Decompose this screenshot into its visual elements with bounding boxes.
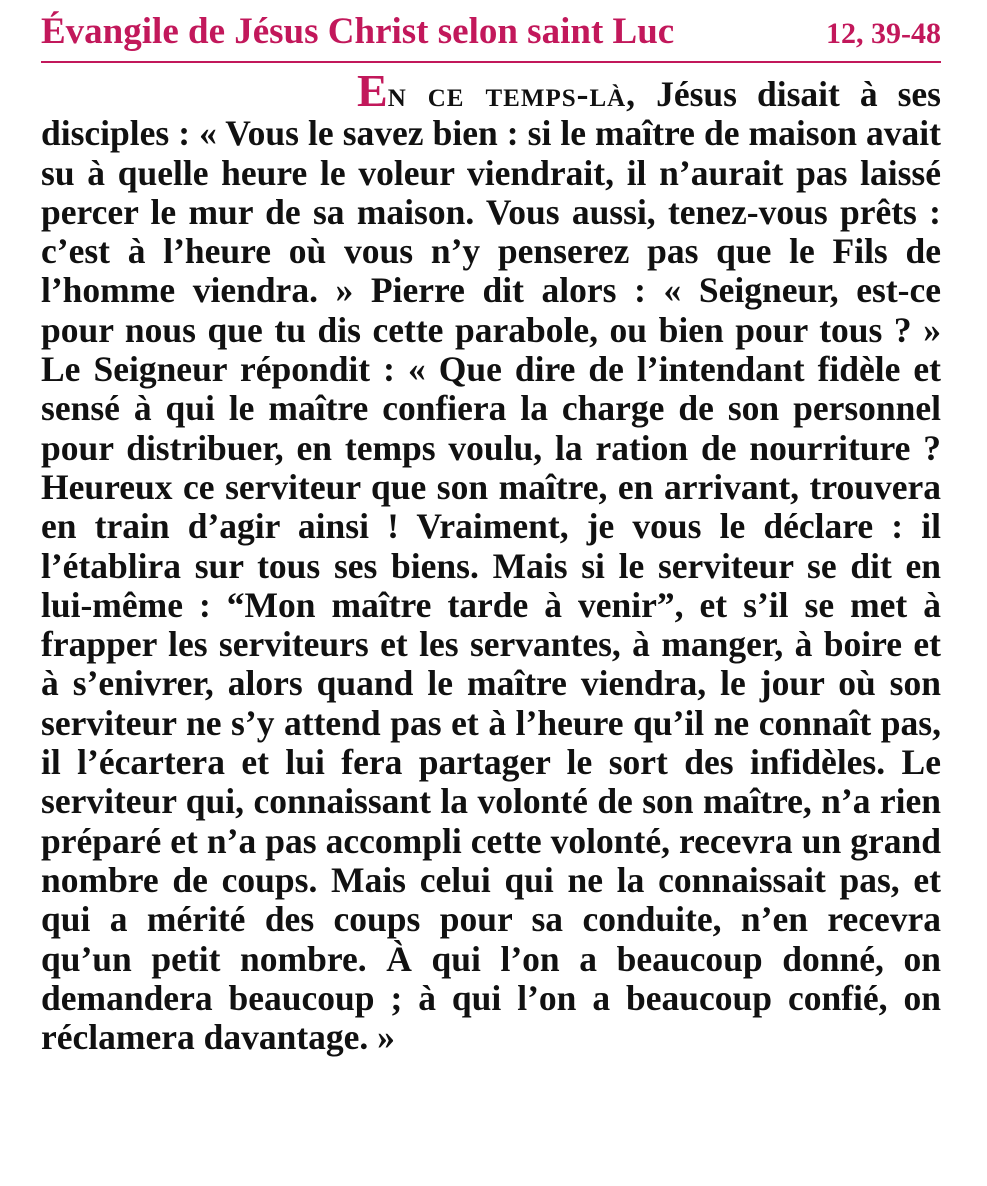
scripture-reference: 12, 39-48 [826,17,941,50]
reading-header [41,8,941,63]
reading-body [41,65,941,1058]
drop-cap: E [357,65,388,116]
reading-text: Jésus disait à ses disciples : « Vous le savez bien : si le maître de maison avait su à quelle heure le voleur viendrait, il n’aurait pas laissé percer le mur de sa maison. Vous aussi, tenez-vous prêts : c’est à l’heure où vous n’y penserez pas que le Fils de l’homme viendra. » Pierre dit alors : « Seigneur, est-ce pour nous que tu dis cette parabole, ou bien pour tous ? » Le Seigneur répondit : « Que dire de l’intendant fidèle et sensé à qui le maître confiera la charge de son personnel pour distribuer, en temps voulu, la ration de nourriture ? Heureux ce serviteur que son maître, en arrivant, trouvera en train d’agir ainsi ! Vraiment, je vous le déclare : il l’établira sur tous ses biens. Mais si le serviteur se dit en lui-même : “Mon maître tarde à venir”, et s’il se met à frapper les serviteurs et les servantes, à manger, à boire et à s’enivrer, alors quand le maître viendra, le jour où son serviteur ne s’y attend pas et à l’heure qu’il ne connaît pas, il l’écartera et lui fera partager le sort des infidèles. Le serviteur qui, connaissant la volonté de son maître, n’a rien préparé et n’a pas accompli cette volonté, recevra un grand nombre de coups. Mais celui qui ne la connaissait pas, et qui a mérité des coups pour sa conduite, n’en recevra qu’un petit nombre. À qui l’on a beaucoup donné, on demandera beaucoup ; à qui l’on a beaucoup confié, on réclamera davantage. » [41,74,941,1058]
reading-title: Évangile de Jésus Christ selon saint Luc [41,11,675,52]
gospel-reading [41,8,941,1057]
opening-small-caps: n ce temps-là, [387,74,637,114]
